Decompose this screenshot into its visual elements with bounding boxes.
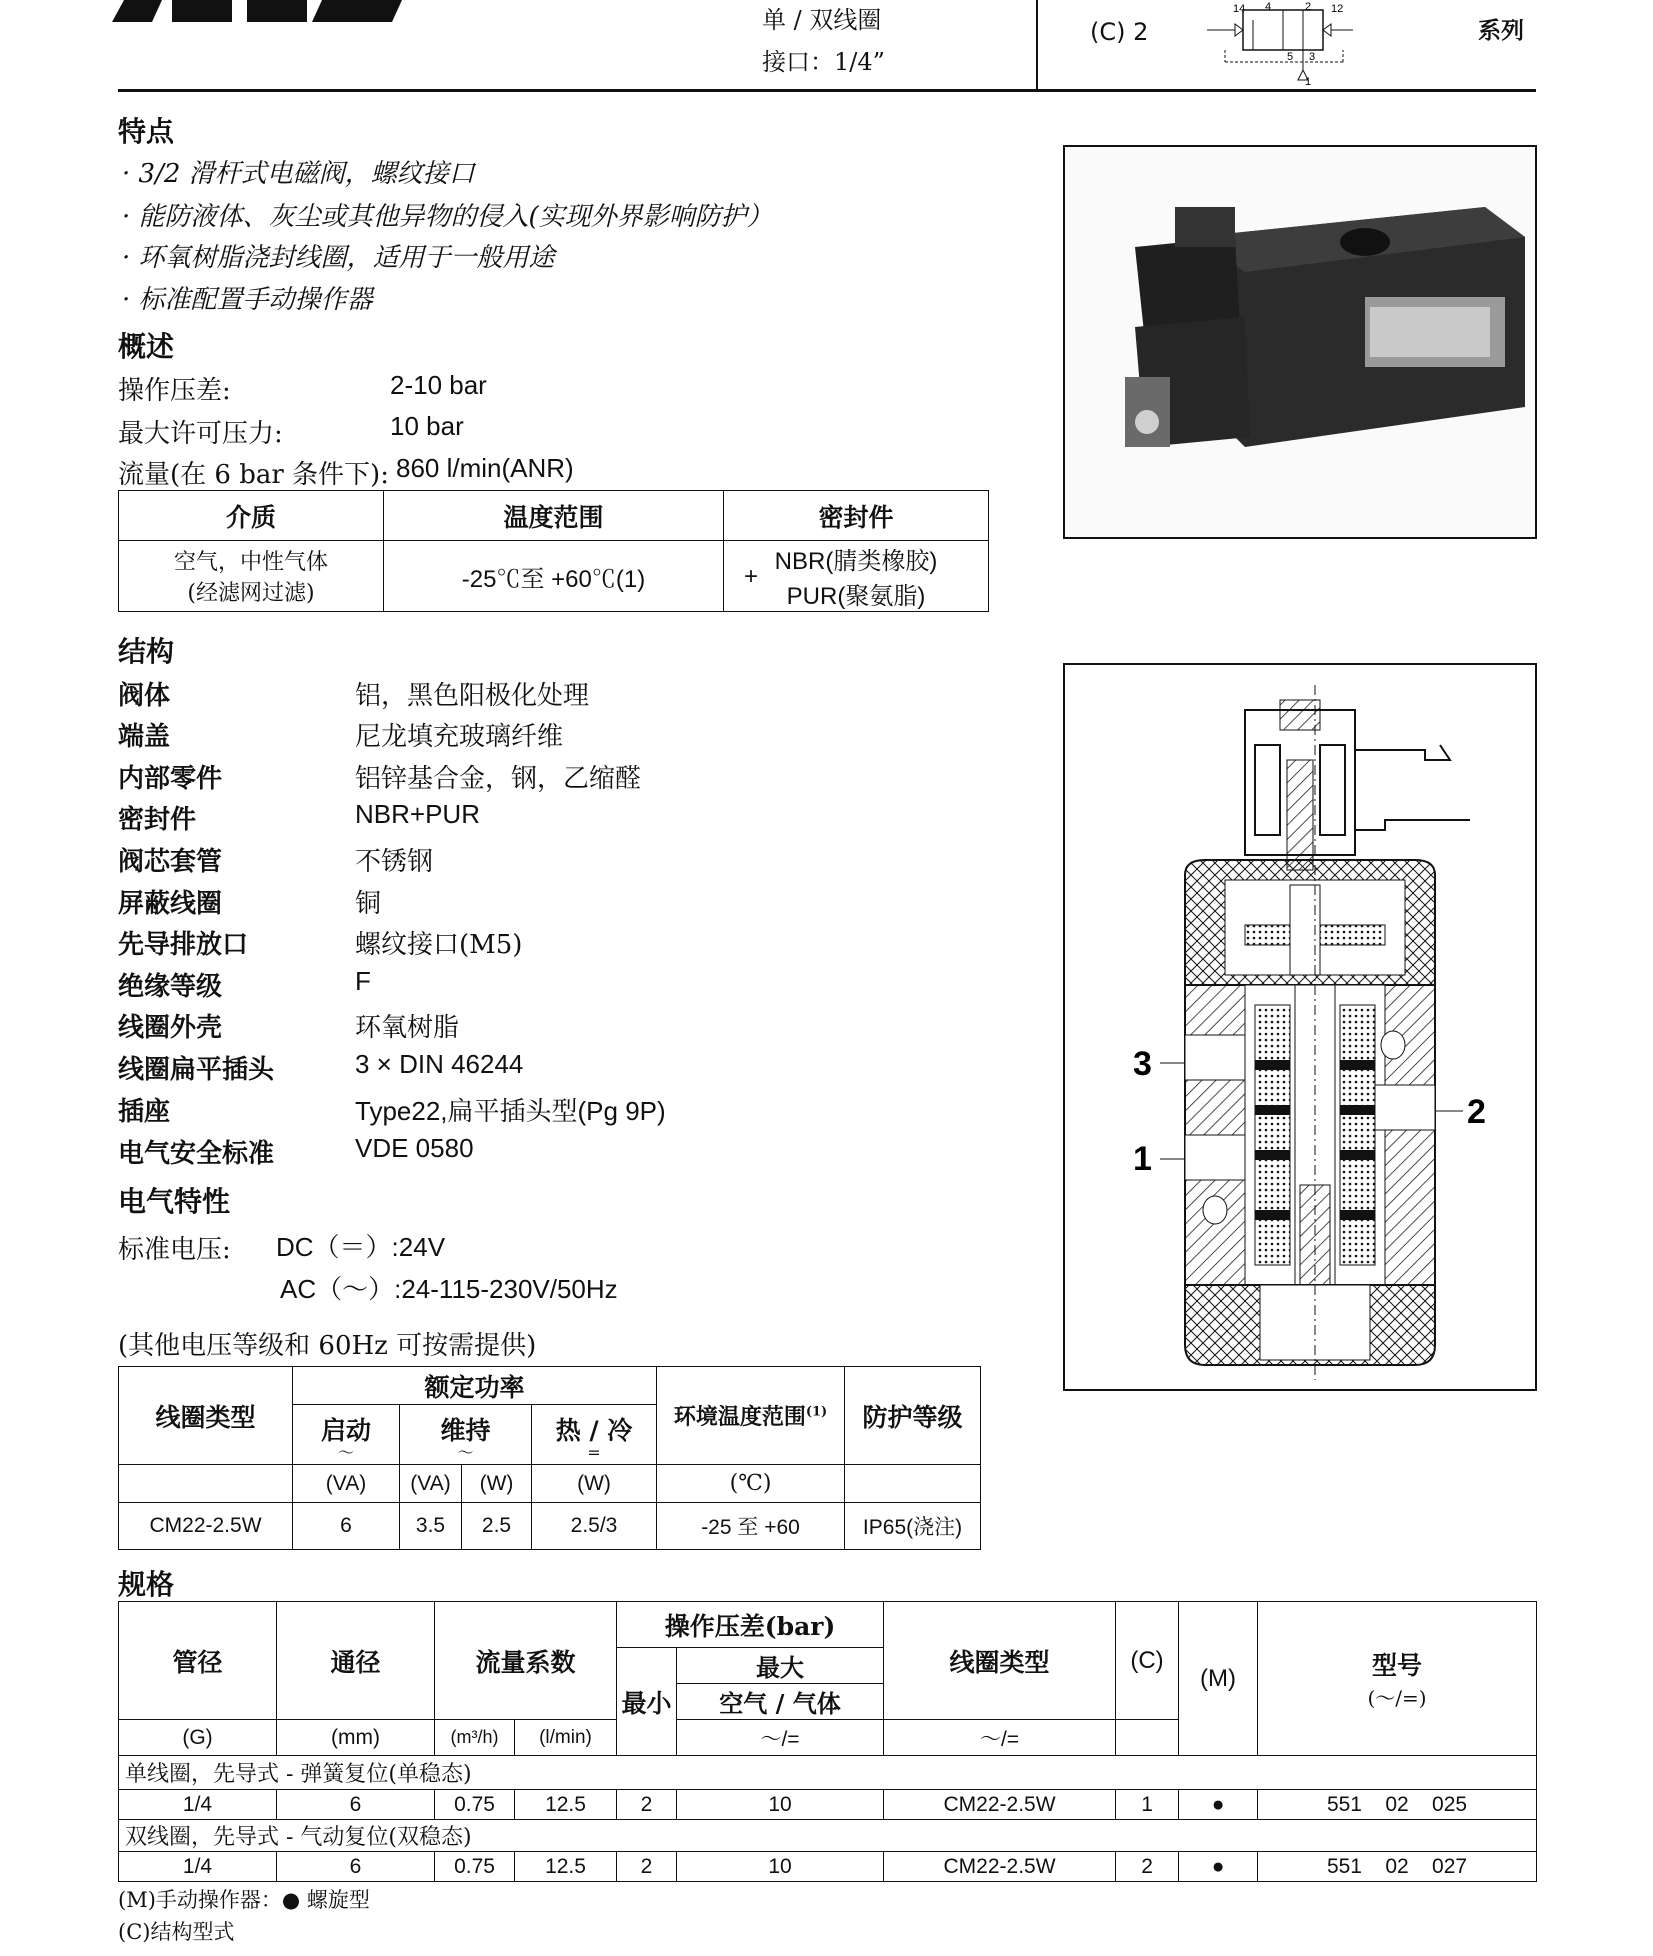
- spec-note: (M)手动操作器：● 螺旋型: [118, 1888, 370, 1912]
- cross-section-diagram: [1063, 663, 1537, 1391]
- voltage-note: (其他电压等级和 60Hz 可按需提供): [118, 1331, 537, 1361]
- manual-operator-dot: ●: [1179, 1790, 1258, 1820]
- ambient-footnote: (1): [805, 1404, 828, 1420]
- group-title: 单线圈，先导式 - 弹簧复位(单稳态): [119, 1756, 1537, 1790]
- seal-plus: +: [744, 563, 759, 590]
- media-header: 介质: [119, 491, 384, 541]
- construction-label: 先导排放口: [118, 930, 249, 960]
- min-header: 最小: [617, 1648, 677, 1756]
- model-part: 551: [1326, 1792, 1362, 1816]
- port-label-1: 1: [1133, 1140, 1152, 1178]
- header-config-label: (C) 2: [1090, 18, 1149, 46]
- spec-cell: 12.5: [515, 1790, 617, 1820]
- header-series-label: 系列: [1478, 17, 1524, 44]
- model-part: 025: [1432, 1792, 1468, 1816]
- model-sub: (～/=): [1367, 1686, 1427, 1710]
- ambient-label: 环境温度范围: [673, 1404, 806, 1430]
- unit-cell: (G): [119, 1720, 277, 1756]
- construction-label: 插座: [118, 1097, 171, 1127]
- coil-header: 线圈类型: [884, 1602, 1116, 1720]
- hold-symbol: ～: [457, 1442, 474, 1462]
- table-row: [119, 1852, 1537, 1882]
- construction-value: 铝锌基合金，钢，乙缩醛: [355, 764, 642, 794]
- header-port: 接口：1/4”: [762, 48, 885, 76]
- construction-label: 内部零件: [118, 764, 223, 794]
- spec-cell: 10: [677, 1790, 884, 1820]
- construction-label: 线圈外壳: [118, 1013, 223, 1043]
- model-part: 02: [1385, 1792, 1409, 1816]
- spec-cell: 1/4: [119, 1852, 277, 1882]
- construction-label: 绝缘等级: [118, 972, 223, 1002]
- spec-cell: 2: [617, 1852, 677, 1882]
- spec-cell: 2: [617, 1790, 677, 1820]
- model-part: 02: [1385, 1854, 1409, 1878]
- unit-cell: (℃): [657, 1465, 845, 1503]
- port-label-2: 2: [1467, 1093, 1486, 1131]
- symbol-port-4: 4: [1265, 1, 1272, 13]
- symbol-port-2: 2: [1305, 1, 1312, 13]
- temperature-cell: -25℃至 +60℃(1): [384, 541, 724, 612]
- specs-table: [118, 1601, 1537, 1882]
- hotcold-label: 热 / 冷: [555, 1415, 633, 1445]
- m-header: (M): [1179, 1602, 1258, 1756]
- ambient-header: [657, 1367, 845, 1465]
- power-table: [118, 1366, 981, 1550]
- hotcold-header: [532, 1405, 657, 1465]
- spec-cell: 12.5: [515, 1852, 617, 1882]
- power-cell: 3.5: [400, 1503, 462, 1550]
- unit-cell: (VA): [293, 1465, 400, 1503]
- spec-cell: 0.75: [435, 1790, 515, 1820]
- construction-label: 阀体: [118, 681, 171, 711]
- overview-value: 2-10 bar: [390, 370, 487, 400]
- overview-label: 最大许可压力:: [118, 419, 283, 449]
- header-vertical-divider: [1036, 0, 1038, 92]
- feature-item: · 能防液体、灰尘或其他异物的侵入(实现外界影响防护）: [122, 202, 773, 232]
- feature-item: · 环氧树脂浇封线圈，适用于一般用途: [122, 243, 555, 273]
- start-label: 启动: [320, 1415, 371, 1445]
- feature-item: · 3/2 滑杆式电磁阀，螺纹接口: [122, 159, 475, 189]
- coil-type-header: 线圈类型: [119, 1367, 293, 1465]
- max-header: 最大: [677, 1648, 884, 1684]
- construction-label: 屏蔽线圈: [118, 889, 223, 919]
- std-voltage-label: 标准电压:: [118, 1235, 231, 1265]
- model-header: [1258, 1602, 1537, 1756]
- model-number: [1258, 1852, 1537, 1882]
- spec-cell: 1: [1116, 1790, 1179, 1820]
- construction-label: 电气安全标准: [118, 1139, 275, 1169]
- seal-cell: [724, 541, 989, 612]
- overview-title: 概述: [118, 330, 175, 363]
- power-cell: 2.5: [462, 1503, 532, 1550]
- temperature-header: 温度范围: [384, 491, 724, 541]
- pipe-header: 管径: [119, 1602, 277, 1720]
- symbol-port-14: 14: [1233, 3, 1246, 15]
- spec-cell: 6: [277, 1790, 435, 1820]
- power-cell: 2.5/3: [532, 1503, 657, 1550]
- construction-value: 不锈钢: [355, 847, 434, 877]
- model-part: 027: [1432, 1854, 1468, 1878]
- model-part: 551: [1326, 1854, 1362, 1878]
- construction-label: 线圈扁平插头: [118, 1055, 275, 1085]
- construction-value: 铝，黑色阳极化处理: [355, 681, 590, 711]
- unit-cell: (W): [532, 1465, 657, 1503]
- construction-value: Type22,扁平插头型(Pg 9P): [355, 1096, 666, 1126]
- hold-label: 维持: [440, 1415, 491, 1445]
- pressure-header: 操作压差(bar): [617, 1602, 884, 1648]
- dc-voltage: DC（＝）:24V: [276, 1232, 446, 1262]
- construction-label: 阀芯套管: [118, 847, 223, 877]
- model-label: 型号: [1372, 1651, 1423, 1680]
- header-coil-type: 单 / 双线圈: [762, 6, 882, 34]
- medium-line: (经滤网过滤): [187, 581, 315, 606]
- ac-voltage: AC（～）:24-115-230V/50Hz: [280, 1274, 618, 1304]
- group-title: 双线圈，先导式 - 气动复位(双稳态): [119, 1820, 1537, 1852]
- valve-symbol-icon: [1205, 0, 1360, 85]
- unit-cell: (l/min): [515, 1720, 617, 1756]
- specs-title: 规格: [118, 1568, 175, 1601]
- rated-power-header: 额定功率: [293, 1367, 657, 1405]
- construction-value: 螺纹接口(M5): [355, 930, 523, 960]
- brand-logo: [112, 0, 402, 22]
- protection-header: 防护等级: [845, 1367, 981, 1465]
- symbol-port-1: 1: [1305, 76, 1312, 85]
- construction-value: 尼龙填充玻璃纤维: [355, 722, 564, 752]
- unit-cell: (VA): [400, 1465, 462, 1503]
- port-label-3: 3: [1133, 1045, 1152, 1083]
- symbol-port-12: 12: [1331, 3, 1344, 15]
- spec-cell: 10: [677, 1852, 884, 1882]
- table-row: [119, 1790, 1537, 1820]
- flow-header: 流量系数: [435, 1602, 617, 1720]
- c-header: (C): [1116, 1602, 1179, 1720]
- construction-value: 3 × DIN 46244: [355, 1049, 524, 1079]
- construction-value: F: [355, 966, 371, 996]
- unit-cell: ～/=: [884, 1720, 1116, 1756]
- unit-cell: (m³/h): [435, 1720, 515, 1756]
- model-number: [1258, 1790, 1537, 1820]
- spec-note: (C)结构型式: [118, 1920, 235, 1944]
- seal-line: PUR(聚氨脂): [786, 583, 926, 610]
- hotcold-symbol: =: [587, 1442, 601, 1462]
- spec-cell: 1/4: [119, 1790, 277, 1820]
- construction-value: 铜: [355, 889, 382, 919]
- electrical-title: 电气特性: [118, 1185, 231, 1218]
- start-symbol: ～: [337, 1442, 354, 1462]
- construction-value: NBR+PUR: [355, 799, 480, 829]
- overview-label: 操作压差:: [118, 376, 231, 406]
- media-table: [118, 490, 989, 612]
- features-title: 特点: [118, 115, 175, 148]
- spec-cell: CM22-2.5W: [884, 1790, 1116, 1820]
- symbol-port-5: 5: [1287, 51, 1294, 63]
- construction-title: 结构: [118, 635, 175, 668]
- power-cell: 6: [293, 1503, 400, 1550]
- seal-line: NBR(腈类橡胶): [774, 548, 938, 575]
- spec-cell: 6: [277, 1852, 435, 1882]
- construction-label: 端盖: [118, 722, 171, 752]
- construction-value: VDE 0580: [355, 1133, 474, 1163]
- power-cell: CM22-2.5W: [119, 1503, 293, 1550]
- construction-value: 环氧树脂: [355, 1013, 460, 1043]
- overview-value: 10 bar: [390, 411, 464, 441]
- construction-label: 密封件: [118, 805, 197, 835]
- medium-cell: [119, 541, 384, 612]
- power-cell: IP65(浇注): [845, 1503, 981, 1550]
- spec-cell: 2: [1116, 1852, 1179, 1882]
- manual-operator-dot: ●: [1179, 1852, 1258, 1882]
- hold-header: [400, 1405, 532, 1465]
- spec-cell: CM22-2.5W: [884, 1852, 1116, 1882]
- start-header: [293, 1405, 400, 1465]
- product-photo: [1063, 145, 1537, 539]
- power-cell: -25 至 +60: [657, 1503, 845, 1550]
- seal-header: 密封件: [724, 491, 989, 541]
- unit-cell: ～/=: [677, 1720, 884, 1756]
- overview-label: 流量(在 6 bar 条件下):: [118, 460, 389, 490]
- spec-cell: 0.75: [435, 1852, 515, 1882]
- header-rule: [118, 89, 1536, 92]
- orifice-header: 通径: [277, 1602, 435, 1720]
- symbol-port-3: 3: [1309, 51, 1316, 63]
- unit-cell: (W): [462, 1465, 532, 1503]
- unit-cell: (mm): [277, 1720, 435, 1756]
- feature-item: · 标准配置手动操作器: [122, 285, 373, 315]
- air-gas-header: 空气 / 气体: [677, 1684, 884, 1720]
- medium-line: 空气，中性气体: [173, 550, 328, 575]
- overview-value: 860 l/min(ANR): [396, 453, 574, 483]
